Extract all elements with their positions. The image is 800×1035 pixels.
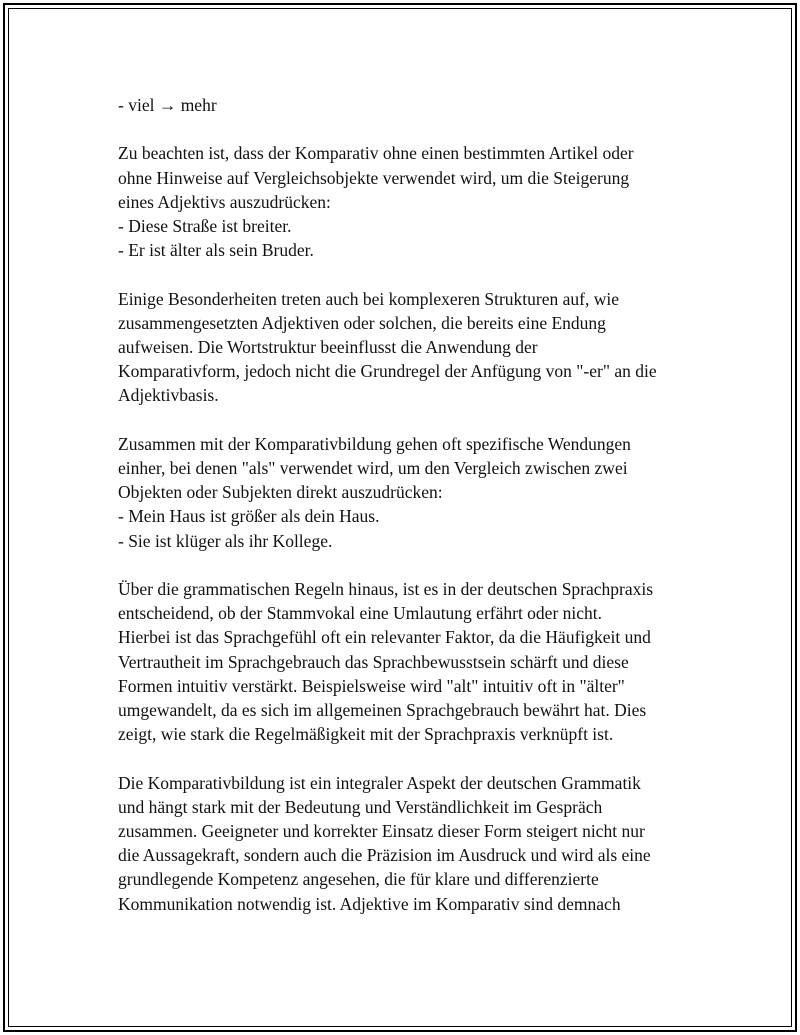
text-line: Zu beachten ist, dass der Komparativ ohne einen bestimmten Artikel oder (118, 143, 634, 164)
text-line: Zusammen mit der Komparativbildung gehen oft spezifische Wendungen (118, 433, 631, 454)
text-line: Einige Besonderheiten treten auch bei komplexeren Strukturen auf, wie (118, 288, 620, 309)
paragraph (118, 141, 698, 262)
text-line: Über die grammatischen Regeln hinaus, ist es in der deutschen Sprachpraxis (118, 579, 654, 599)
paragraph (118, 93, 698, 117)
text-line: entscheidend, ob der Stammvokal eine Umlautung erfährt oder nicht. (118, 603, 603, 624)
document-body (118, 93, 698, 940)
text-line: eines Adjektivs auszudrücken: (118, 191, 331, 212)
text-line: zeigt, wie stark die Regelmäßigkeit mit der Sprachpraxis verknüpft ist. (118, 724, 614, 745)
text-line: und hängt stark mit der Bedeutung und Verständlichkeit im Gespräch (118, 796, 603, 817)
text-line: Formen intuitiv verstärkt. Beispielsweise wird "alt" intuitiv oft in "älter" (118, 675, 625, 696)
paragraph (118, 577, 698, 746)
text-line: Die Komparativbildung ist ein integraler Aspekt der deutschen Grammatik (118, 772, 641, 793)
paragraph (118, 771, 698, 916)
text-line: grundlegende Kompetenz angesehen, die für klare und differenzierte (118, 869, 599, 890)
text-line: - Sie ist klüger als ihr Kollege. (118, 530, 333, 551)
text-line: Kommunikation notwendig ist. Adjektive im Komparativ sind demnach (118, 893, 621, 914)
text-line: Adjektivbasis. (118, 385, 219, 406)
text-line: Hierbei ist das Sprachgefühl oft ein relevanter Faktor, da die Häufigkeit und (118, 627, 651, 648)
text-line: - Er ist älter als sein Bruder. (118, 240, 314, 261)
text-line: - Mein Haus ist größer als dein Haus. (118, 506, 380, 527)
text-line: zusammen. Geeigneter und korrekter Einsatz dieser Form steigert nicht nur (118, 821, 645, 842)
text-line: aufweisen. Die Wortstruktur beeinflusst die Anwendung der (118, 337, 538, 357)
text-line: ohne Hinweise auf Vergleichsobjekte verwendet wird, um die Steigerung (118, 167, 630, 188)
text-line: einher, bei denen "als" verwendet wird, um den Vergleich zwischen zwei (118, 458, 628, 478)
text-line: - viel → mehr (118, 95, 217, 115)
text-line: Vertrautheit im Sprachgebrauch das Sprachbewusstsein schärft und diese (118, 651, 629, 672)
paragraph (118, 432, 698, 553)
text-line: zusammengesetzten Adjektiven oder solchen, die bereits eine Endung (118, 312, 606, 333)
text-line: - Diese Straße ist breiter. (118, 216, 292, 236)
text-line: umgewandelt, da es sich im allgemeinen Sprachgebrauch bewährt hat. Dies (118, 700, 647, 721)
paragraph (118, 287, 698, 408)
text-line: Komparativform, jedoch nicht die Grundregel der Anfügung von "-er" an die (118, 361, 657, 382)
text-line: Objekten oder Subjekten direkt auszudrücken: (118, 482, 443, 503)
text-line: die Aussagekraft, sondern auch die Präzision im Ausdruck und wird als eine (118, 845, 651, 866)
